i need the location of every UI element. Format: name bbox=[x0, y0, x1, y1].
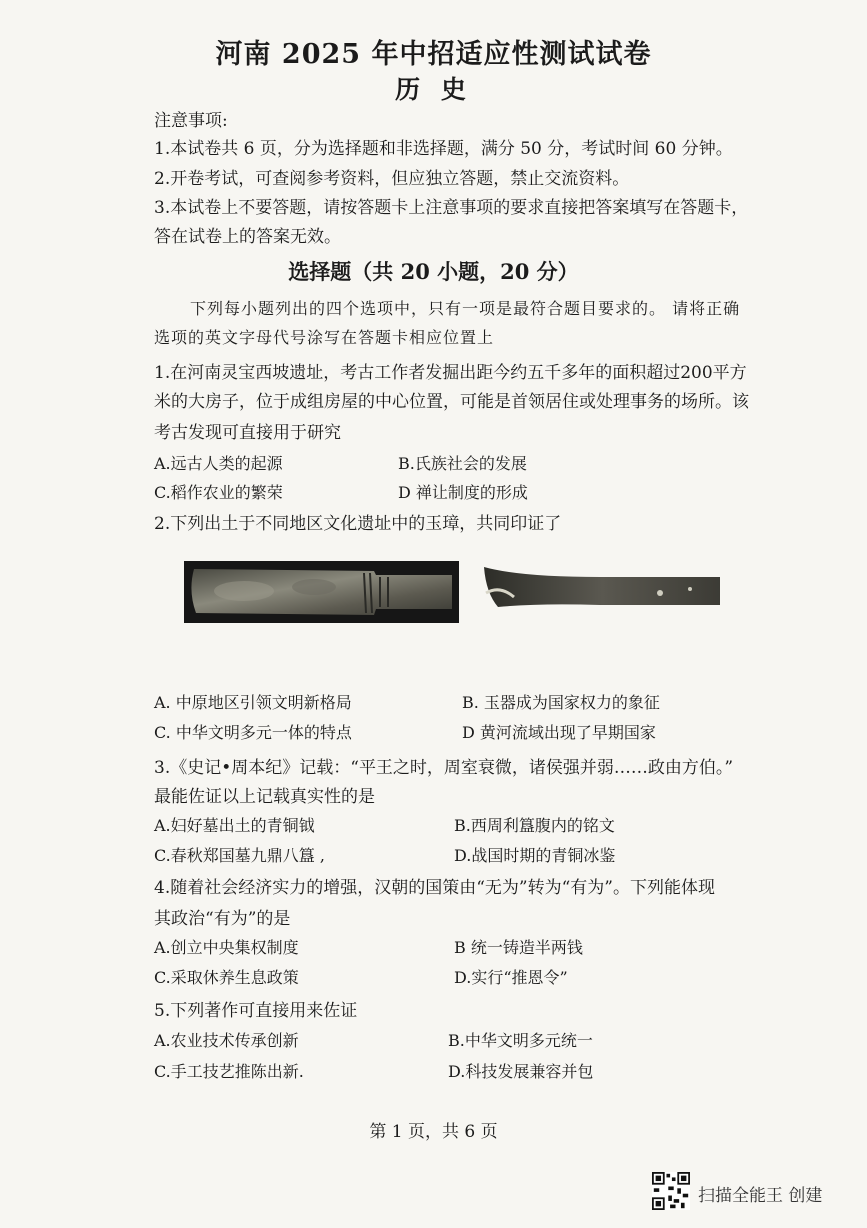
subject-title: 历 史 bbox=[395, 75, 472, 104]
question-1-text: 考古发现可直接用于研究 bbox=[154, 423, 341, 443]
question-1-text: 1.在河南灵宝西坡遗址，考古工作者发掘出距今约五千多年的面积超过200平方 bbox=[154, 363, 747, 383]
jade-zhang-image-1 bbox=[184, 561, 459, 623]
question-2-option-c: C. 中华文明多元一体的特点 bbox=[154, 723, 352, 742]
qr-code-icon bbox=[652, 1172, 690, 1210]
question-4-option-d: D.实行“推恩令” bbox=[454, 968, 568, 987]
section-intro: 下列每小题列出的四个选项中，只有一项是最符合题目要求的。 请将正确 bbox=[190, 299, 741, 318]
question-4-option-b: B 统一铸造半两钱 bbox=[454, 938, 583, 957]
scanner-watermark: 扫描全能王 创建 bbox=[698, 1186, 823, 1206]
question-1-option-a: A.远古人类的起源 bbox=[154, 454, 283, 473]
question-1-option-d: D 禅让制度的形成 bbox=[398, 483, 528, 502]
question-1-text: 米的大房子，位于成组房屋的中心位置，可能是首领居住或处理事务的场所。该 bbox=[154, 392, 749, 412]
question-4-text: 4.随着社会经济实力的增强，汉朝的国策由“无为”转为“有为”。下列能体现 bbox=[154, 878, 715, 898]
question-2-option-d: D 黄河流域出现了早期国家 bbox=[462, 723, 656, 742]
question-3-option-d: D.战国时期的青铜冰鉴 bbox=[454, 846, 616, 865]
question-5-text: 5.下列著作可直接用来佐证 bbox=[154, 1001, 358, 1021]
exam-title: 河南 2025 年中招适应性测试试卷 bbox=[215, 39, 652, 70]
question-4-option-a: A.创立中央集权制度 bbox=[154, 938, 299, 957]
question-3-text: 3.《史记•周本纪》记载：“平王之时，周室衰微，诸侯强并弱……政由方伯。” bbox=[154, 758, 734, 778]
question-4-text: 其政治“有为”的是 bbox=[154, 909, 291, 929]
question-3-option-c: C.春秋郑国墓九鼎八簋 , bbox=[154, 846, 325, 865]
question-5-option-a: A.农业技术传承创新 bbox=[154, 1031, 299, 1050]
question-3-option-a: A.妇好墓出土的青铜钺 bbox=[154, 816, 315, 835]
note-item: 答在试卷上的答案无效。 bbox=[154, 227, 341, 247]
question-5-option-c: C.手工技艺推陈出新. bbox=[154, 1062, 304, 1081]
question-3-text: 最能佐证以上记载真实性的是 bbox=[154, 787, 375, 807]
question-2-text: 2.下列出土于不同地区文化遗址中的玉璋，共同印证了 bbox=[154, 514, 562, 534]
jade-zhang-image-2 bbox=[480, 563, 722, 613]
section-title: 选择题（共 20 小题，20 分） bbox=[288, 259, 579, 284]
question-1-option-c: C.稻作农业的繁荣 bbox=[154, 483, 283, 502]
note-item: 1.本试卷共 6 页，分为选择题和非选择题，满分 50 分，考试时间 60 分钟。 bbox=[154, 139, 733, 159]
question-2-option-a: A. 中原地区引领文明新格局 bbox=[154, 693, 352, 712]
note-item: 2.开卷考试，可查阅参考资料，但应独立答题，禁止交流资料。 bbox=[154, 169, 630, 189]
section-intro: 选项的英文字母代号涂写在答题卡相应位置上 bbox=[154, 328, 495, 347]
question-5-option-d: D.科技发展兼容并包 bbox=[448, 1062, 594, 1081]
note-item: 3.本试卷上不要答题，请按答题卡上注意事项的要求直接把答案填写在答题卡， bbox=[154, 198, 749, 218]
question-4-option-c: C.采取休养生息政策 bbox=[154, 968, 299, 987]
notes-heading: 注意事项: bbox=[154, 111, 228, 131]
question-2-option-b: B. 玉器成为国家权力的象征 bbox=[462, 693, 660, 712]
question-3-option-b: B.西周利簋腹内的铭文 bbox=[454, 816, 615, 835]
question-5-option-b: B.中华文明多元统一 bbox=[448, 1031, 593, 1050]
page-footer: 第 1 页，共 6 页 bbox=[369, 1122, 498, 1142]
question-1-option-b: B.氏族社会的发展 bbox=[398, 454, 527, 473]
